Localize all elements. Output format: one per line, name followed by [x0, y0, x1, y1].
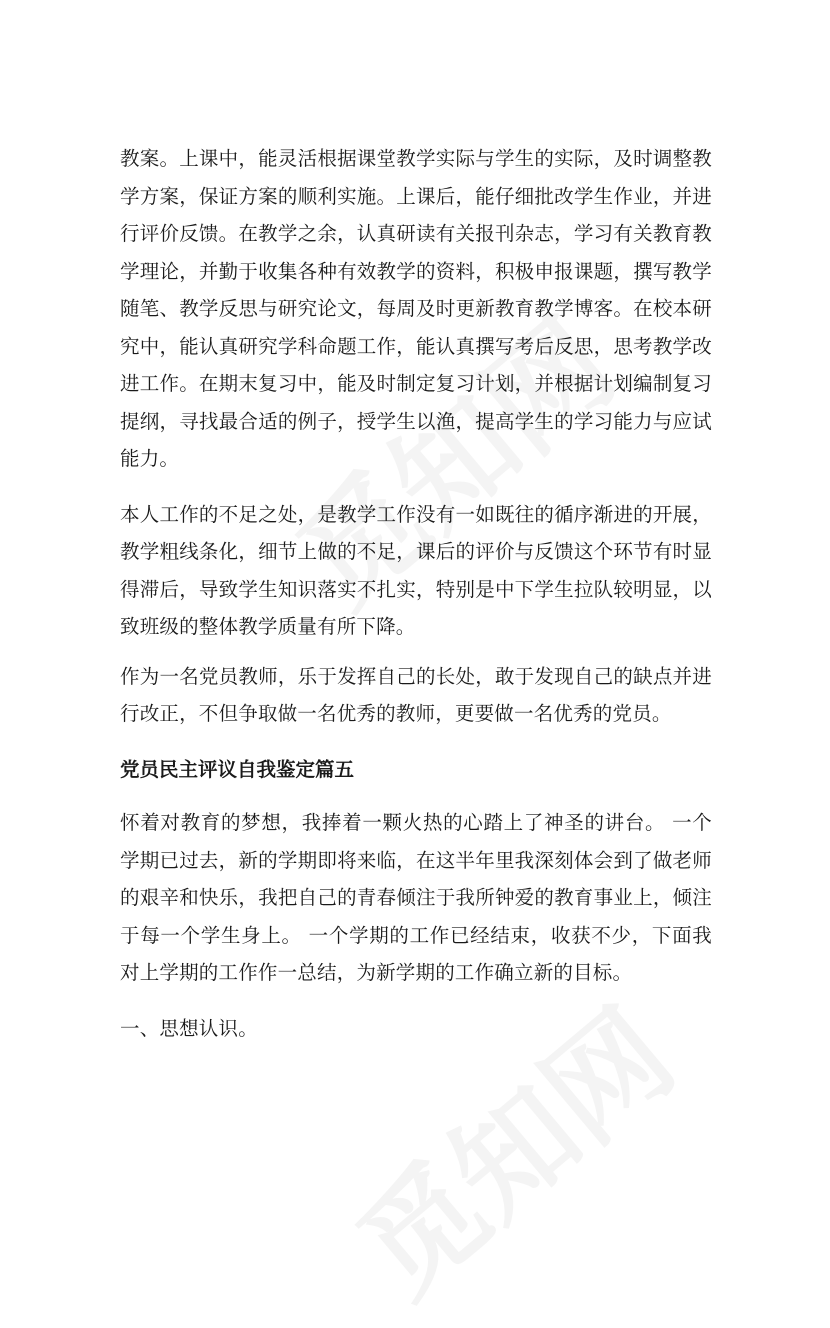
body-paragraph: 作为一名党员教师，乐于发挥自己的长处，敢于发现自己的缺点并进行改正，不但争取做一名优秀的教师，更要做一名优秀的党员。: [120, 664, 712, 725]
document-body: [120, 140, 712, 1047]
body-paragraph: 教案。上课中，能灵活根据课堂教学实际与学生的实际，及时调整教学方案，保证方案的顺利实施。上课后，能仔细批改学生作业，并进行评价反馈。在教学之余，认真研读有关报刊杂志，学习有关教育教学理论，并勤于收集各种有效教学的资料，积极申报课题，撰写教学随笔、教学反思与研究论文，每周及时更新教育教学博客。在校本研究中，能认真研究学科命题工作，能认真撰写考后反思，思考教学改进工作。在期末复习中，能及时制定复习计划，并根据计划编制复习提纲，寻找最合适的例子，授学生以渔，提高学生的学习能力与应试能力。: [120, 147, 712, 470]
body-paragraph: 本人工作的不足之处，是教学工作没有一如既往的循序渐进的开展，教学粗线条化，细节上做的不足，课后的评价与反馈这个环节有时显得滞后，导致学生知识落实不扎实，特别是中下学生拉队较明显，以致班级的整体教学质量有所下降。: [120, 502, 712, 638]
body-paragraph: 怀着对教育的梦想，我捧着一颗火热的心踏上了神圣的讲台。 一个学期已过去，新的学期即将来临，在这半年里我深刻体会到了做老师的艰辛和快乐，我把自己的青春倾注于我所钟爱的教育事业上，倾注于每一个学生身上。 一个学期的工作已经结束，收获不少，下面我对上学期的工作作一总结，为新学期的工作确立新的目标。: [120, 811, 712, 984]
subsection-heading: 一、思想认识。: [120, 1016, 258, 1040]
section-heading: 党员民主评议自我鉴定篇五: [120, 757, 355, 781]
